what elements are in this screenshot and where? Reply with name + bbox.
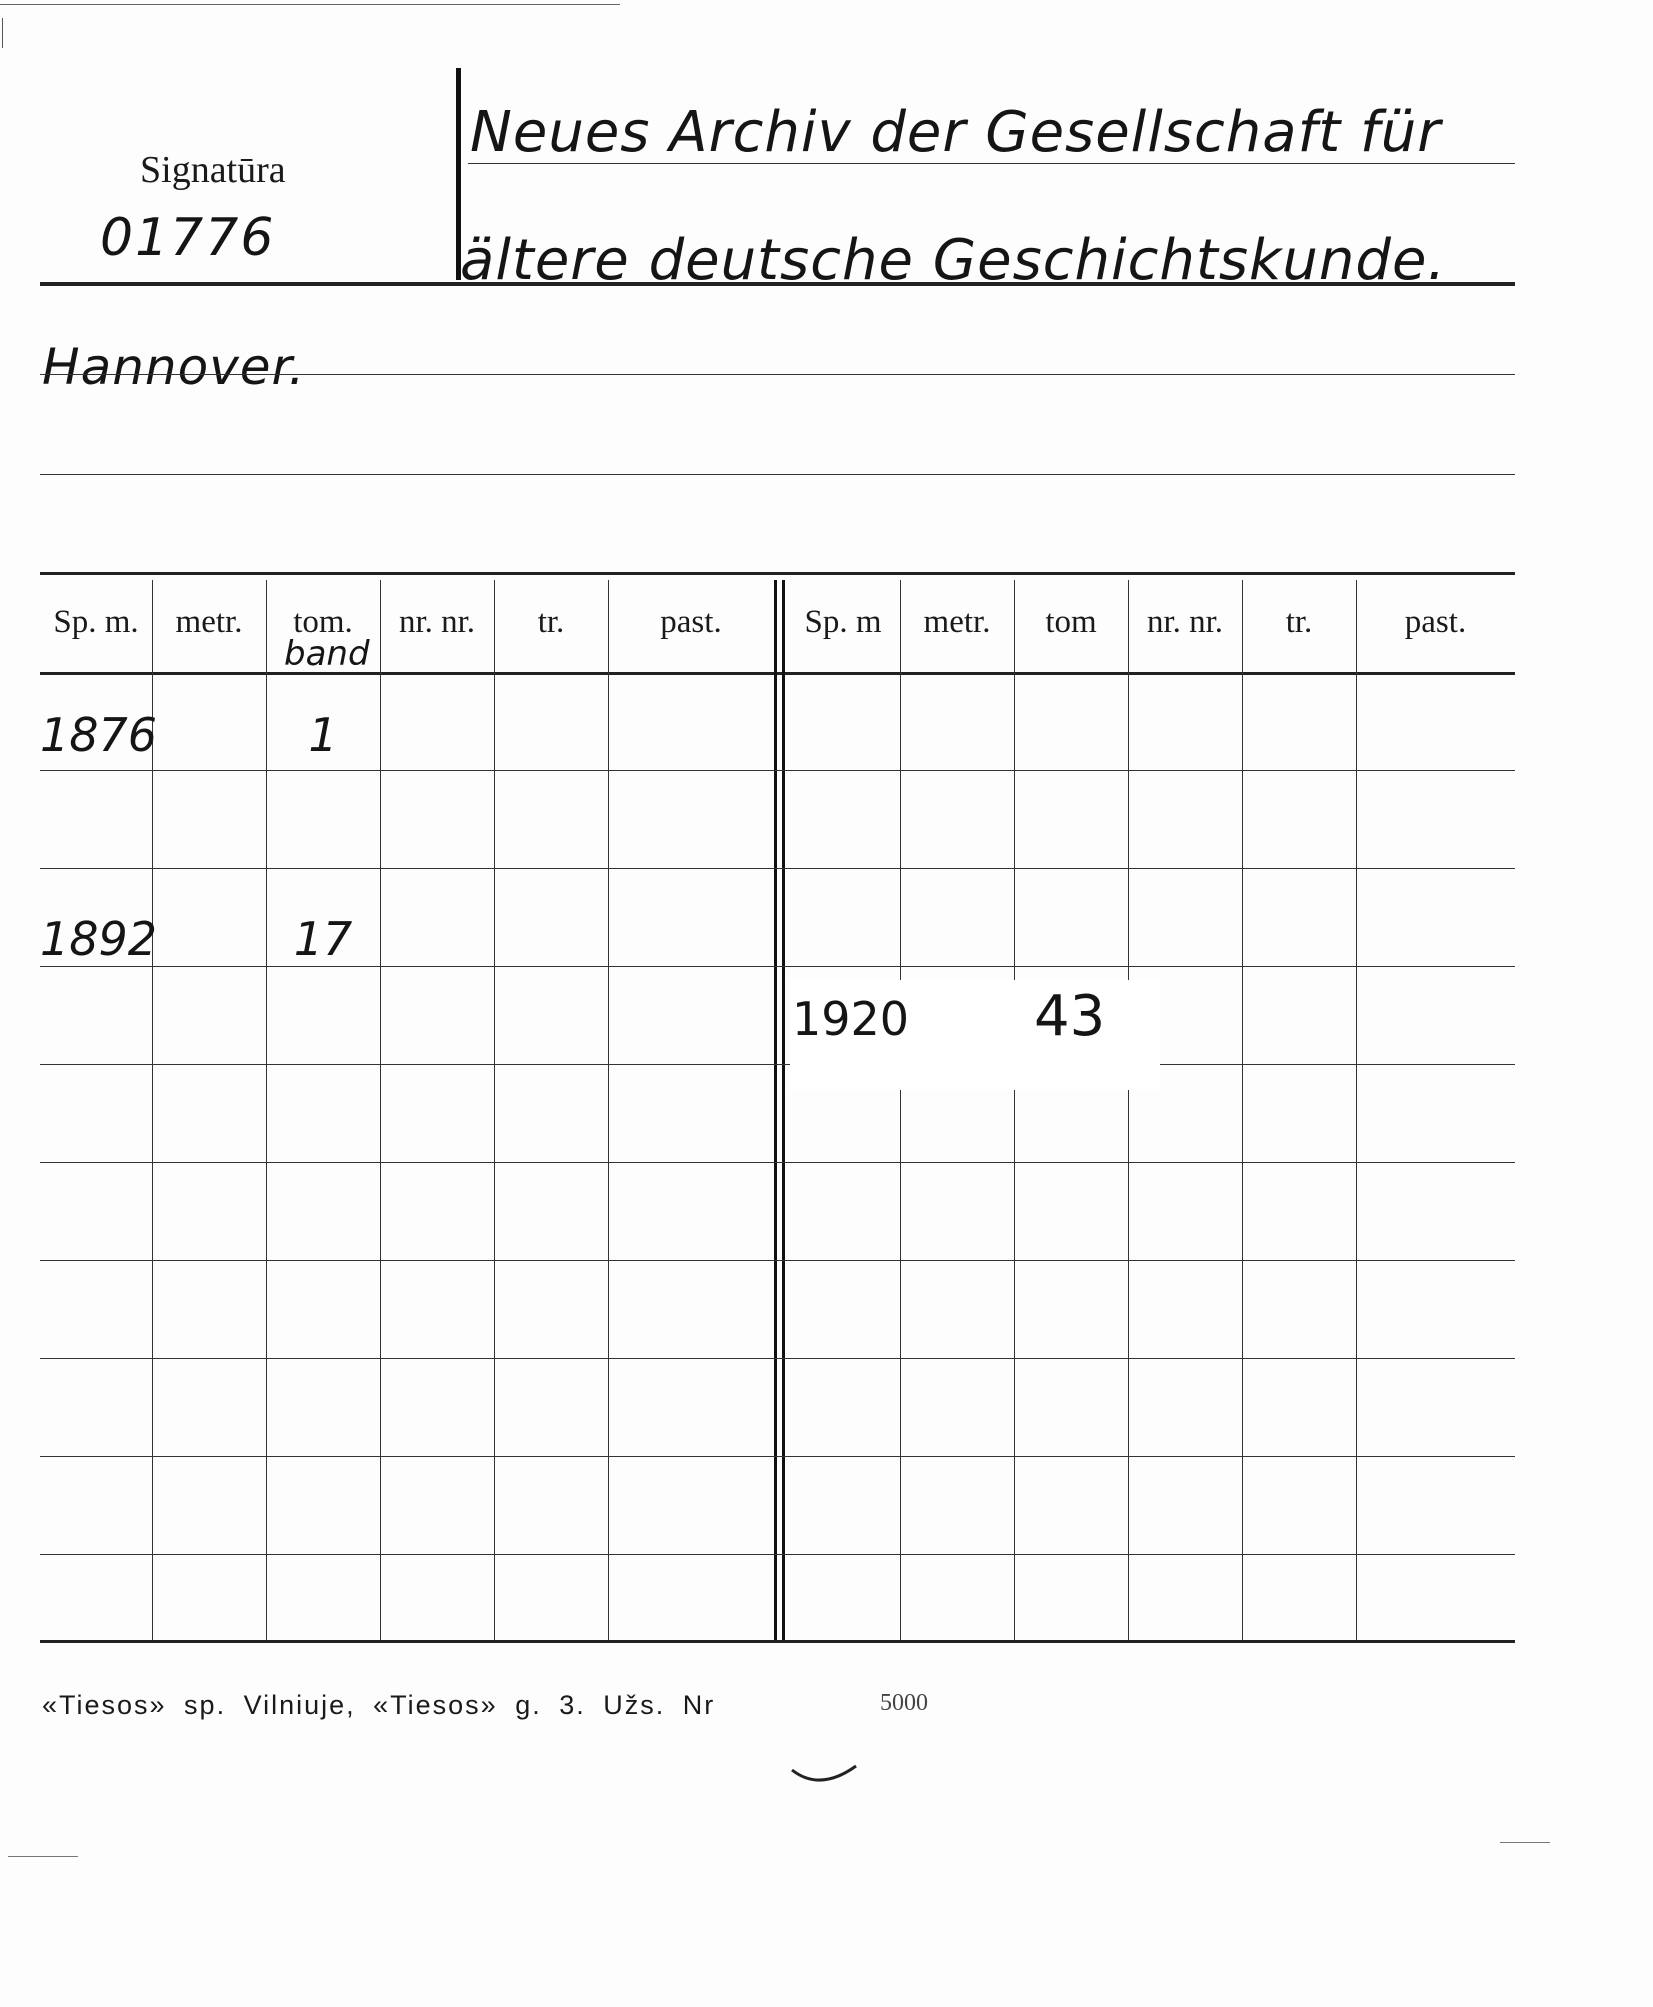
place-rule bbox=[40, 374, 1515, 375]
print-run-number: 5000 bbox=[880, 1690, 928, 1716]
card-edge-top bbox=[0, 4, 620, 5]
col-divider bbox=[494, 580, 495, 1640]
card-edge-bottom-right bbox=[1500, 1842, 1550, 1843]
row-rule bbox=[40, 1260, 1515, 1261]
row-rule bbox=[40, 966, 1515, 967]
row-rule bbox=[40, 1358, 1515, 1359]
card-edge-left bbox=[2, 18, 3, 48]
row-rule bbox=[40, 1162, 1515, 1163]
col-divider bbox=[608, 580, 609, 1640]
col-header-nr-nr: nr. nr. bbox=[1146, 604, 1224, 640]
col-divider bbox=[1128, 580, 1129, 1640]
col-header-past: past. bbox=[660, 604, 722, 640]
row-rule bbox=[40, 868, 1515, 869]
entry-tom: 1 bbox=[308, 708, 338, 762]
col-header-sp-m: Sp. m bbox=[804, 604, 882, 640]
entry-tom: 43 bbox=[1034, 984, 1106, 1049]
printer-imprint: «Tiesos» sp. Vilniuje, «Tiesos» g. 3. Užs. Nr bbox=[42, 1690, 716, 1720]
col-header-metr: metr. bbox=[923, 604, 991, 640]
ink-stroke bbox=[790, 1762, 860, 1788]
col-header-sp-m: Sp. m. bbox=[53, 604, 139, 640]
row-rule bbox=[40, 1064, 1515, 1065]
table-bottom-rule bbox=[40, 1640, 1515, 1643]
header-rule bbox=[40, 282, 1515, 286]
entry-year: 1876 bbox=[40, 708, 158, 762]
blank-rule bbox=[40, 474, 1515, 475]
table-header-rule bbox=[40, 672, 1515, 675]
col-header-tr: tr. bbox=[1285, 604, 1313, 640]
row-rule bbox=[40, 1456, 1515, 1457]
tom-note: band bbox=[284, 634, 370, 674]
col-divider bbox=[1014, 580, 1015, 1640]
col-header-past: past. bbox=[1404, 604, 1467, 640]
center-divider-left bbox=[774, 580, 777, 1640]
row-rule bbox=[40, 1554, 1515, 1555]
table-top-rule bbox=[40, 572, 1515, 575]
col-divider bbox=[900, 580, 901, 1640]
col-divider bbox=[380, 580, 381, 1640]
title-underline-1 bbox=[468, 163, 1515, 164]
signature-label: Signatūra bbox=[140, 149, 286, 191]
row-rule bbox=[40, 770, 1515, 771]
signature-value: 01776 bbox=[100, 208, 276, 268]
center-divider-right bbox=[782, 580, 785, 1640]
col-header-tom: tom bbox=[1045, 604, 1097, 640]
col-header-nr-nr: nr. nr. bbox=[398, 604, 476, 640]
col-divider bbox=[1356, 580, 1357, 1640]
col-header-tom: tom. bbox=[293, 604, 353, 640]
col-header-metr: metr. bbox=[175, 604, 243, 640]
entry-tom: 17 bbox=[293, 912, 353, 966]
title-line-1: Neues Archiv der Gesellschaft für bbox=[470, 100, 1442, 165]
entry-year: 1892 bbox=[40, 912, 158, 966]
title-line-2: ältere deutsche Geschichtskunde. bbox=[460, 228, 1447, 293]
entry-year: 1920 bbox=[792, 992, 910, 1046]
col-divider bbox=[1242, 580, 1243, 1640]
card-edge-bottom-left bbox=[8, 1856, 78, 1857]
col-header-tr: tr. bbox=[537, 604, 565, 640]
place-of-publication: Hannover. bbox=[42, 338, 306, 396]
